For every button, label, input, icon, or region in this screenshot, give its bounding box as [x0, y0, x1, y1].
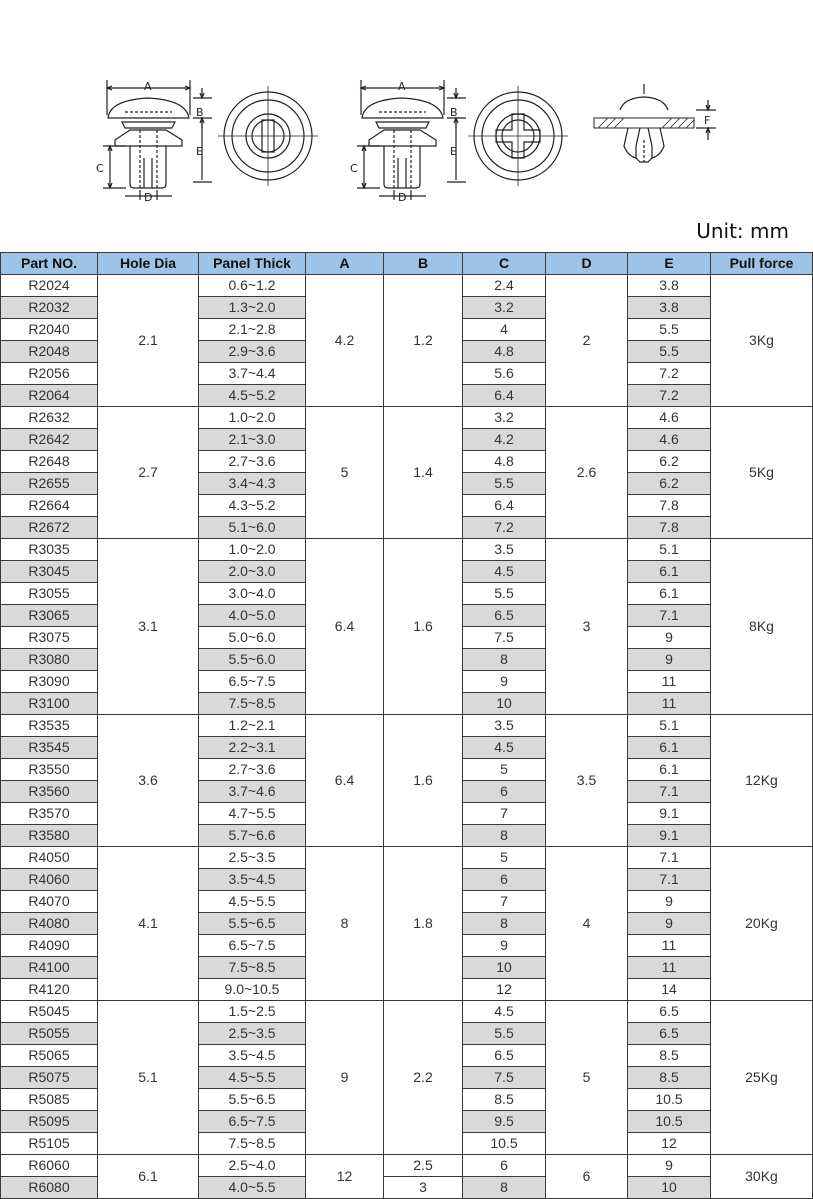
cell-panel-thick: 5.5~6.5: [199, 1089, 306, 1111]
cell-c: 6: [463, 781, 546, 803]
label-d-2: D: [398, 191, 407, 204]
cell-e: 9: [628, 649, 711, 671]
cell-part-no: R3075: [1, 627, 98, 649]
cell-e: 3.8: [628, 297, 711, 319]
cell-part-no: R3580: [1, 825, 98, 847]
rivet-top-view-1: [218, 86, 318, 186]
cell-part-no: R3535: [1, 715, 98, 737]
label-a-1: A: [144, 80, 152, 93]
cell-panel-thick: 2.5~3.5: [199, 847, 306, 869]
cell-pull-force: 5Kg: [711, 407, 813, 539]
cell-e: 7.8: [628, 495, 711, 517]
cell-b: 1.6: [384, 539, 463, 715]
cell-part-no: R2648: [1, 451, 98, 473]
cell-b: 2.2: [384, 1001, 463, 1155]
rivet-top-view-2: [468, 86, 568, 186]
cell-c: 8: [463, 1177, 546, 1199]
cell-e: 10.5: [628, 1089, 711, 1111]
cell-part-no: R3550: [1, 759, 98, 781]
cell-part-no: R3090: [1, 671, 98, 693]
cell-part-no: R2040: [1, 319, 98, 341]
cell-panel-thick: 3.0~4.0: [199, 583, 306, 605]
cell-panel-thick: 4.7~5.5: [199, 803, 306, 825]
cell-c: 8.5: [463, 1089, 546, 1111]
cell-e: 6.1: [628, 561, 711, 583]
cell-e: 8.5: [628, 1067, 711, 1089]
cell-c: 3.5: [463, 539, 546, 561]
cell-pull-force: 3Kg: [711, 275, 813, 407]
cell-c: 10: [463, 693, 546, 715]
cell-e: 9: [628, 891, 711, 913]
cell-panel-thick: 4.5~5.2: [199, 385, 306, 407]
cell-pull-force: 12Kg: [711, 715, 813, 847]
cell-c: 4.8: [463, 451, 546, 473]
cell-panel-thick: 1.5~2.5: [199, 1001, 306, 1023]
rivet-side-view-2: [357, 80, 466, 200]
cell-e: 6.5: [628, 1001, 711, 1023]
cell-part-no: R3545: [1, 737, 98, 759]
label-b-1: B: [196, 106, 204, 119]
label-b-2: B: [450, 106, 458, 119]
cell-c: 5.6: [463, 363, 546, 385]
cell-c: 6: [463, 1155, 546, 1177]
table-row: [1, 1001, 813, 1023]
cell-c: 5.5: [463, 473, 546, 495]
cell-a: 5: [306, 407, 384, 539]
rivet-installed-view: [594, 84, 716, 162]
cell-e: 4.6: [628, 429, 711, 451]
header-hole-dia: Hole Dia: [98, 253, 199, 275]
cell-panel-thick: 2.1~2.8: [199, 319, 306, 341]
cell-c: 10: [463, 957, 546, 979]
cell-pull-force: 8Kg: [711, 539, 813, 715]
cell-part-no: R4090: [1, 935, 98, 957]
cell-part-no: R4060: [1, 869, 98, 891]
label-d-1: D: [144, 191, 153, 204]
cell-c: 7: [463, 803, 546, 825]
cell-e: 9.1: [628, 825, 711, 847]
cell-e: 12: [628, 1133, 711, 1155]
cell-part-no: R2672: [1, 517, 98, 539]
label-e-2: E: [450, 145, 457, 158]
cell-hole-dia: 2.7: [98, 407, 199, 539]
cell-c: 6.5: [463, 1045, 546, 1067]
cell-c: 9: [463, 671, 546, 693]
cell-hole-dia: 5.1: [98, 1001, 199, 1155]
cell-e: 6.2: [628, 451, 711, 473]
cell-c: 7.5: [463, 1067, 546, 1089]
cell-d: 5: [546, 1001, 628, 1155]
cell-b: 1.8: [384, 847, 463, 1001]
cell-panel-thick: 1.0~2.0: [199, 539, 306, 561]
table-row: [1, 275, 813, 297]
cell-b: 3: [384, 1177, 463, 1199]
label-c-1: C: [96, 162, 104, 175]
cell-e: 4.6: [628, 407, 711, 429]
cell-c: 6.4: [463, 385, 546, 407]
cell-panel-thick: 3.7~4.4: [199, 363, 306, 385]
cell-b: 1.2: [384, 275, 463, 407]
cell-part-no: R2642: [1, 429, 98, 451]
cell-part-no: R3570: [1, 803, 98, 825]
cell-e: 8.5: [628, 1045, 711, 1067]
cell-e: 6.5: [628, 1023, 711, 1045]
table-body: [1, 275, 813, 1199]
cell-panel-thick: 3.5~4.5: [199, 869, 306, 891]
cell-panel-thick: 9.0~10.5: [199, 979, 306, 1001]
cell-part-no: R5105: [1, 1133, 98, 1155]
cell-panel-thick: 2.1~3.0: [199, 429, 306, 451]
cell-c: 7.5: [463, 627, 546, 649]
cell-b: 1.4: [384, 407, 463, 539]
cell-e: 7.2: [628, 363, 711, 385]
cell-e: 11: [628, 671, 711, 693]
cell-hole-dia: 3.1: [98, 539, 199, 715]
cell-e: 7.1: [628, 869, 711, 891]
cell-part-no: R3045: [1, 561, 98, 583]
cell-d: 4: [546, 847, 628, 1001]
cell-panel-thick: 2.5~4.0: [199, 1155, 306, 1177]
cell-part-no: R2632: [1, 407, 98, 429]
cell-panel-thick: 3.4~4.3: [199, 473, 306, 495]
header-panel-thick: Panel Thick: [199, 253, 306, 275]
cell-part-no: R2664: [1, 495, 98, 517]
cell-part-no: R2655: [1, 473, 98, 495]
cell-panel-thick: 7.5~8.5: [199, 693, 306, 715]
cell-c: 4.2: [463, 429, 546, 451]
cell-hole-dia: 6.1: [98, 1155, 199, 1199]
header-d: D: [546, 253, 628, 275]
cell-e: 9: [628, 1155, 711, 1177]
cell-a: 6.4: [306, 539, 384, 715]
cell-c: 6.4: [463, 495, 546, 517]
cell-panel-thick: 2.7~3.6: [199, 759, 306, 781]
cell-part-no: R4070: [1, 891, 98, 913]
cell-part-no: R2064: [1, 385, 98, 407]
cell-panel-thick: 2.7~3.6: [199, 451, 306, 473]
cell-c: 8: [463, 913, 546, 935]
header-c: C: [463, 253, 546, 275]
cell-e: 7.1: [628, 605, 711, 627]
header-pull-force: Pull force: [711, 253, 813, 275]
cell-c: 4.5: [463, 561, 546, 583]
cell-e: 7.1: [628, 847, 711, 869]
cell-hole-dia: 3.6: [98, 715, 199, 847]
cell-e: 7.1: [628, 781, 711, 803]
cell-panel-thick: 2.2~3.1: [199, 737, 306, 759]
cell-part-no: R2032: [1, 297, 98, 319]
cell-e: 5.1: [628, 715, 711, 737]
cell-e: 6.1: [628, 583, 711, 605]
cell-panel-thick: 1.0~2.0: [199, 407, 306, 429]
cell-pull-force: 20Kg: [711, 847, 813, 1001]
cell-hole-dia: 4.1: [98, 847, 199, 1001]
dimension-drawings: [0, 0, 813, 215]
cell-panel-thick: 6.5~7.5: [199, 1111, 306, 1133]
spec-table: [0, 252, 813, 1199]
cell-e: 10.5: [628, 1111, 711, 1133]
cell-panel-thick: 5.5~6.5: [199, 913, 306, 935]
cell-panel-thick: 4.5~5.5: [199, 1067, 306, 1089]
table-row: [1, 847, 813, 869]
cell-e: 9: [628, 913, 711, 935]
cell-panel-thick: 1.3~2.0: [199, 297, 306, 319]
cell-e: 5.1: [628, 539, 711, 561]
cell-e: 11: [628, 693, 711, 715]
cell-pull-force: 25Kg: [711, 1001, 813, 1155]
cell-a: 4.2: [306, 275, 384, 407]
cell-c: 4: [463, 319, 546, 341]
label-e-1: E: [196, 145, 203, 158]
cell-panel-thick: 2.9~3.6: [199, 341, 306, 363]
cell-part-no: R5085: [1, 1089, 98, 1111]
cell-part-no: R5045: [1, 1001, 98, 1023]
cell-part-no: R2056: [1, 363, 98, 385]
cell-panel-thick: 3.5~4.5: [199, 1045, 306, 1067]
cell-panel-thick: 0.6~1.2: [199, 275, 306, 297]
label-f: F: [704, 114, 711, 127]
cell-e: 7.2: [628, 385, 711, 407]
cell-b: 2.5: [384, 1155, 463, 1177]
header-a: A: [306, 253, 384, 275]
cell-part-no: R4120: [1, 979, 98, 1001]
cell-part-no: R6080: [1, 1177, 98, 1199]
cell-part-no: R5065: [1, 1045, 98, 1067]
cell-a: 9: [306, 1001, 384, 1155]
label-a-2: A: [398, 80, 406, 93]
cell-c: 3.2: [463, 407, 546, 429]
cell-panel-thick: 4.0~5.0: [199, 605, 306, 627]
header-part-no: Part NO.: [1, 253, 98, 275]
cell-e: 11: [628, 935, 711, 957]
cell-d: 3: [546, 539, 628, 715]
cell-part-no: R5095: [1, 1111, 98, 1133]
cell-e: 6.2: [628, 473, 711, 495]
cell-panel-thick: 5.5~6.0: [199, 649, 306, 671]
cell-d: 6: [546, 1155, 628, 1199]
header-e: E: [628, 253, 711, 275]
cell-e: 3.8: [628, 275, 711, 297]
cell-c: 8: [463, 825, 546, 847]
cell-e: 6.1: [628, 737, 711, 759]
cell-c: 5.5: [463, 583, 546, 605]
table-row: [1, 715, 813, 737]
cell-part-no: R4080: [1, 913, 98, 935]
cell-part-no: R2024: [1, 275, 98, 297]
cell-panel-thick: 2.5~3.5: [199, 1023, 306, 1045]
cell-part-no: R5075: [1, 1067, 98, 1089]
cell-panel-thick: 1.2~2.1: [199, 715, 306, 737]
cell-c: 3.5: [463, 715, 546, 737]
cell-a: 6.4: [306, 715, 384, 847]
cell-b: 1.6: [384, 715, 463, 847]
cell-e: 5.5: [628, 319, 711, 341]
cell-c: 7.2: [463, 517, 546, 539]
cell-c: 7: [463, 891, 546, 913]
cell-hole-dia: 2.1: [98, 275, 199, 407]
cell-panel-thick: 5.7~6.6: [199, 825, 306, 847]
cell-panel-thick: 2.0~3.0: [199, 561, 306, 583]
cell-a: 12: [306, 1155, 384, 1199]
cell-part-no: R3035: [1, 539, 98, 561]
cell-part-no: R2048: [1, 341, 98, 363]
cell-part-no: R5055: [1, 1023, 98, 1045]
cell-e: 9: [628, 627, 711, 649]
cell-d: 2.6: [546, 407, 628, 539]
cell-part-no: R3560: [1, 781, 98, 803]
cell-panel-thick: 4.3~5.2: [199, 495, 306, 517]
cell-panel-thick: 4.0~5.5: [199, 1177, 306, 1199]
cell-e: 7.8: [628, 517, 711, 539]
cell-c: 12: [463, 979, 546, 1001]
table-header-row: [1, 253, 813, 275]
cell-pull-force: 30Kg: [711, 1155, 813, 1199]
cell-panel-thick: 6.5~7.5: [199, 671, 306, 693]
cell-c: 4.5: [463, 1001, 546, 1023]
cell-c: 6: [463, 869, 546, 891]
cell-e: 5.5: [628, 341, 711, 363]
cell-c: 8: [463, 649, 546, 671]
cell-c: 2.4: [463, 275, 546, 297]
cell-part-no: R3065: [1, 605, 98, 627]
cell-e: 9.1: [628, 803, 711, 825]
rivet-side-view-1: [103, 80, 212, 200]
cell-part-no: R4100: [1, 957, 98, 979]
header-b: B: [384, 253, 463, 275]
cell-a: 8: [306, 847, 384, 1001]
label-c-2: C: [350, 162, 358, 175]
cell-panel-thick: 5.1~6.0: [199, 517, 306, 539]
cell-panel-thick: 5.0~6.0: [199, 627, 306, 649]
cell-c: 4.5: [463, 737, 546, 759]
cell-panel-thick: 3.7~4.6: [199, 781, 306, 803]
cell-c: 5.5: [463, 1023, 546, 1045]
cell-e: 10: [628, 1177, 711, 1199]
cell-c: 10.5: [463, 1133, 546, 1155]
cell-part-no: R3080: [1, 649, 98, 671]
cell-d: 2: [546, 275, 628, 407]
table-row: [1, 539, 813, 561]
cell-d: 3.5: [546, 715, 628, 847]
cell-c: 6.5: [463, 605, 546, 627]
cell-e: 11: [628, 957, 711, 979]
cell-panel-thick: 4.5~5.5: [199, 891, 306, 913]
cell-part-no: R6060: [1, 1155, 98, 1177]
cell-c: 9: [463, 935, 546, 957]
cell-panel-thick: 7.5~8.5: [199, 1133, 306, 1155]
cell-part-no: R3055: [1, 583, 98, 605]
cell-panel-thick: 7.5~8.5: [199, 957, 306, 979]
cell-e: 6.1: [628, 759, 711, 781]
table-row: [1, 1155, 813, 1177]
cell-part-no: R3100: [1, 693, 98, 715]
cell-c: 3.2: [463, 297, 546, 319]
unit-label: Unit: mm: [696, 219, 789, 243]
cell-c: 4.8: [463, 341, 546, 363]
cell-part-no: R4050: [1, 847, 98, 869]
cell-c: 9.5: [463, 1111, 546, 1133]
cell-panel-thick: 6.5~7.5: [199, 935, 306, 957]
cell-e: 14: [628, 979, 711, 1001]
table-row: [1, 407, 813, 429]
cell-c: 5: [463, 847, 546, 869]
cell-c: 5: [463, 759, 546, 781]
